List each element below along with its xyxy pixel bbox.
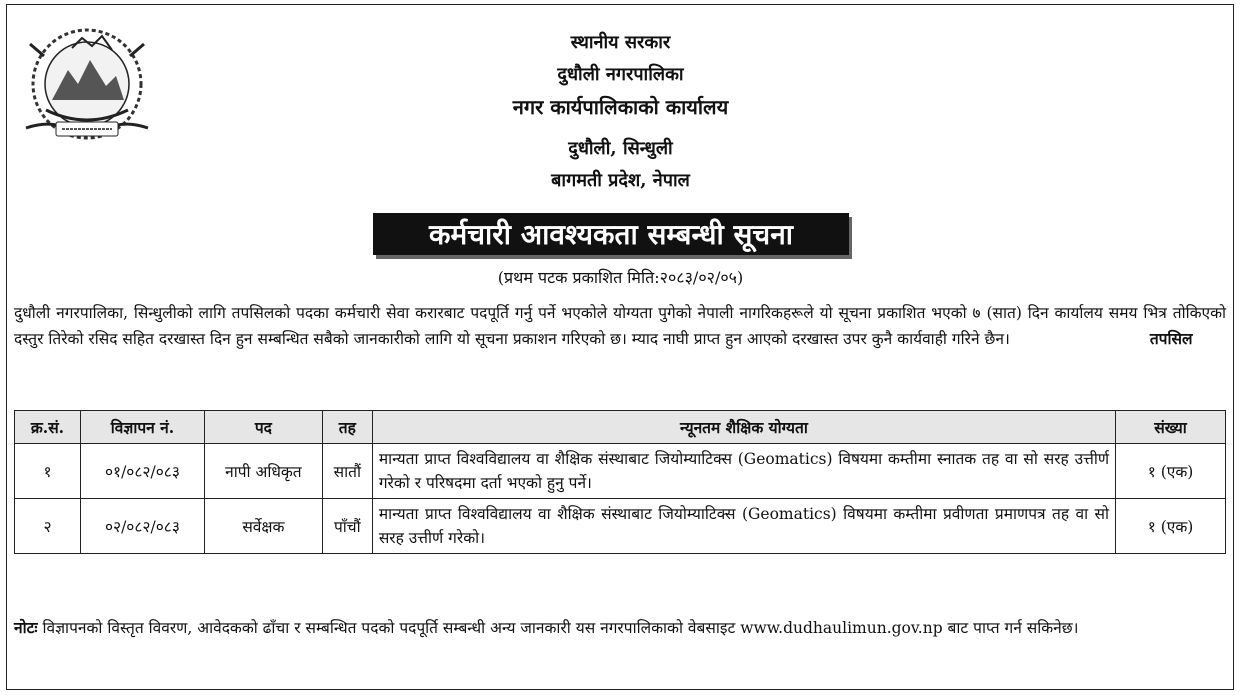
count-cell: १ (एक) (1116, 499, 1226, 554)
note-label: नोटः (14, 618, 38, 637)
header-address: दुधौली, सिन्धुली (568, 138, 673, 159)
position-cell: सर्वेक्षक (204, 499, 322, 554)
header-municipality: दुधौली नगरपालिका (557, 64, 684, 85)
header-office: नगर कार्यपालिकाको कार्यालय (512, 95, 729, 119)
serial-cell: १ (15, 444, 81, 499)
level-cell: सातौं (322, 444, 372, 499)
tapasil-label: तपसिल (1149, 329, 1193, 348)
notice-paragraph: दुधौली नगरपालिका, सिन्धुलीको लागि तपसिलको पदका कर्मचारी सेवा करारबाट पदपूर्ति गर्नु पर्ने भएकोले योग्यता पुगेको नेपाली नागरिकहरूले यो सूचना प्रकाशित भएको ७ (सात) दिन कार्यालय समय भित्र तोकिएको दस्तुर तिरेको रसिद सहित दरखास्त दिन हुन सम्बन्धित सबैको जानकारीको लागि यो सूचना प्रकाशन गरिएको छ। म्याद नाघी प्राप्त हुन आएको दरखास्त उपर कुनै कार्यवाही गरिने छैन। (14, 304, 1226, 348)
table-header-row (15, 411, 1226, 444)
qualification-cell: मान्यता प्राप्त विश्वविद्यालय वा शैक्षिक संस्थाबाट जियोम्याटिक्स (Geomatics) विषयमा कम्तीमा प्रवीणता प्रमाणपत्र तह वा सो सरह उत्तीर्ण गरेको। (372, 499, 1115, 554)
level-cell: पाँचौं (322, 499, 372, 554)
col-level-header: तह (322, 411, 372, 444)
header-province: बागमती प्रदेश, नेपाल (551, 170, 690, 191)
serial-cell: २ (15, 499, 81, 554)
col-count-header: संख्या (1116, 411, 1226, 444)
footer-note (14, 614, 1226, 642)
notice-title-banner: कर्मचारी आवश्यकता सम्बन्धी सूचना (373, 213, 849, 255)
header-local-government: स्थानीय सरकार (570, 32, 671, 53)
note-text: विज्ञापनको विस्तृत विवरण, आवेदकको ढाँचा र सम्बन्धित पदको पदपूर्ति सम्बन्धी अन्य जानकारी यस नगरपालिकाको वेबसाइट www.dudhaulimun.gov.np बाट पाप्त गर्न सकिनेछ। (37, 619, 1079, 637)
table-row (15, 444, 1226, 499)
col-position-header: पद (204, 411, 322, 444)
col-ad-number-header: विज्ञापन नं. (80, 411, 204, 444)
table-row (15, 499, 1226, 554)
ad-number-cell: ०१/०८२/०८३ (80, 444, 204, 499)
vacancy-table (14, 410, 1226, 554)
published-date: (प्रथम पटक प्रकाशित मिति:२०८३/०२/०५) (497, 268, 744, 287)
col-qualification-header: न्यूनतम शैक्षिक योग्यता (372, 411, 1115, 444)
col-serial-header: क्र.सं. (15, 411, 81, 444)
notice-body (14, 300, 1226, 352)
position-cell: नापी अधिकृत (204, 444, 322, 499)
count-cell: १ (एक) (1116, 444, 1226, 499)
qualification-cell: मान्यता प्राप्त विश्वविद्यालय वा शैक्षिक संस्थाबाट जियोम्याटिक्स (Geomatics) विषयमा कम्तीमा स्नातक तह वा सो सरह उत्तीर्ण गरेको र परिषदमा दर्ता भएको हुनु पर्ने। (372, 444, 1115, 499)
ad-number-cell: ०२/०८२/०८३ (80, 499, 204, 554)
